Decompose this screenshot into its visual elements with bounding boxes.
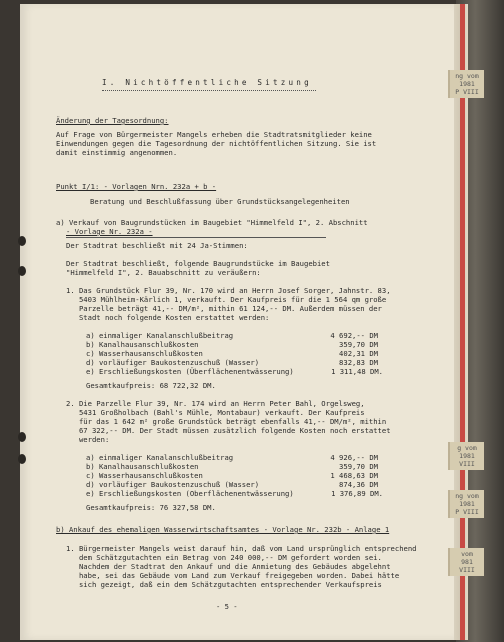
- index-tab: [448, 442, 484, 470]
- cost-value: 1 468,63 DM: [330, 471, 378, 480]
- section-a-reference: - Vorlage Nr. 232a -: [66, 227, 153, 236]
- cost-value: 359,70 DM: [339, 462, 378, 471]
- cost-value: 402,31 DM: [339, 349, 378, 358]
- cost-label: d) vorläufiger Baukostenzuschuß (Wasser): [86, 358, 260, 367]
- cost-value: 359,70 DM: [339, 340, 378, 349]
- document-page: [20, 4, 454, 640]
- item1-line: Stadt noch folgende Kosten erstattet werden:: [66, 313, 270, 322]
- cost-value: 1 376,89 DM.: [331, 489, 383, 498]
- cost-label: e) Erschließungskosten (Überflächenentwässerung): [86, 367, 294, 376]
- cost-label: e) Erschließungskosten (Oberflächenentwässerung): [86, 489, 294, 498]
- session-title: I. Nichtöffentliche Sitzung: [102, 78, 312, 87]
- item1-line: Parzelle beträgt 41,-- DM/m², mithin 61 124,-- DM. Außerdem müssen der: [66, 304, 382, 313]
- page-number: - 5 -: [216, 602, 238, 611]
- tab-line: 1981: [459, 500, 475, 508]
- tab-line: VIII: [459, 460, 475, 468]
- tab-line: 1981: [459, 452, 475, 460]
- item2-total: Gesamtkaufpreis: 76 327,58 DM.: [86, 503, 216, 512]
- index-tab: [448, 490, 484, 518]
- tab-line: VIII: [459, 566, 475, 574]
- item2-line: 2. Die Parzelle Flur 39, Nr. 174 wird an Herrn Peter Bahl, Orgelsweg,: [66, 399, 365, 408]
- section-b-line: Nachdem der Stadtrat den Ankauf und die Anmietung des Gebäudes abgelehnt: [66, 562, 391, 571]
- tab-line: g vom: [457, 444, 477, 452]
- section-b-line: 1. Bürgermeister Mangels weist darauf hin, daß vom Land ursprünglich entsprechend: [66, 544, 417, 553]
- tab-line: ng vom: [455, 72, 479, 80]
- punch-hole: [18, 432, 26, 442]
- tab-line: 1981: [459, 80, 475, 88]
- section-b-line: dem Schätzgutachten ein Betrag von 240 000,-- DM gefordert worden sei.: [66, 553, 382, 562]
- tab-line: P VIII: [455, 88, 479, 96]
- title-underline: [102, 90, 316, 91]
- section-a-vote: Der Stadtrat beschließt mit 24 Ja-Stimmen:: [66, 241, 248, 250]
- cost-value: 832,83 DM: [339, 358, 378, 367]
- section-b-line: sich gezeigt, daß ein dem Schätzgutachten entsprechender Verkaufspreis: [66, 580, 382, 589]
- cost-value: 874,36 DM: [339, 480, 378, 489]
- section-a-decision: Der Stadtrat beschließt, folgende Baugrundstücke im Baugebiet: [66, 259, 330, 268]
- section-a-heading: a) Verkauf von Baugrundstücken im Baugebiet "Himmelfeld I", 2. Abschnitt: [56, 218, 368, 227]
- tab-line: P VIII: [455, 508, 479, 516]
- cost-label: a) einmaliger Kanalanschlußbeitrag: [86, 331, 234, 340]
- cost-value: 1 311,48 DM.: [331, 367, 383, 376]
- punch-hole: [18, 236, 26, 246]
- section-a-decision: "Himmelfeld I", 2. Bauabschnitt zu veräußern:: [66, 268, 261, 277]
- section-b-line: habe, sei das Gebäude vom Land zum Verkauf freigegeben worden. Dabei hätte: [66, 571, 400, 580]
- index-tab: [448, 70, 484, 98]
- section-b-heading: b) Ankauf des ehemaligen Wasserwirtschaftsamtes - Vorlage Nr. 232b - Anlage 1: [56, 525, 390, 534]
- agenda-change-line: Einwendungen gegen die Tagesordnung der nichtöffentlichen Sitzung. Sie ist: [56, 139, 377, 148]
- index-tab: [448, 548, 484, 576]
- punch-hole: [18, 266, 26, 276]
- agenda-change-heading: Änderung der Tagesordnung:: [56, 116, 169, 125]
- tab-line: ng vom: [455, 492, 479, 500]
- item2-line: werden:: [66, 435, 110, 444]
- item1-line: 1. Das Grundstück Flur 39, Nr. 170 wird an Herrn Josef Sorger, Jahnstr. 83,: [66, 286, 391, 295]
- cost-value: 4 926,-- DM: [330, 453, 378, 462]
- cost-label: a) einmaliger Kanalanschlußbeitrag: [86, 453, 234, 462]
- item1-total: Gesamtkaufpreis: 68 722,32 DM.: [86, 381, 216, 390]
- tab-line: vom: [461, 550, 473, 558]
- cost-label: c) Wasserhausanschlußkosten: [86, 471, 203, 480]
- tab-line: 981: [461, 558, 473, 566]
- item2-line: 67 322,-- DM. Der Stadt müssen zusätzlich folgende Kosten noch erstattet: [66, 426, 391, 435]
- cost-label: b) Kanalhausanschlußkosten: [86, 462, 199, 471]
- agenda-point-label: Punkt I/1: - Vorlagen Nrn. 232a + b -: [56, 182, 217, 191]
- cost-label: d) vorläufiger Baukostenzuschuß (Wasser): [86, 480, 260, 489]
- punch-hole: [18, 454, 26, 464]
- item1-line: 5403 Mühlheim-Kärlich 1, verkauft. Der Kaufpreis für die 1 564 qm große: [66, 295, 387, 304]
- item2-line: 5431 Großholbach (Bahl's Mühle, Montabaur) verkauft. Der Kaufpreis: [66, 408, 365, 417]
- cost-value: 4 692,-- DM: [330, 331, 378, 340]
- red-divider-strip: [460, 4, 465, 640]
- agenda-change-line: Auf Frage von Bürgermeister Mangels erheben die Stadtratsmitglieder keine: [56, 130, 372, 139]
- section-a-underline: [66, 237, 326, 238]
- agenda-change-line: damit einstimmig angenommen.: [56, 148, 178, 157]
- item2-line: für das 1 642 m² große Grundstück beträgt ebenfalls 41,-- DM/m², mithin: [66, 417, 387, 426]
- cost-label: c) Wasserhausanschlußkosten: [86, 349, 203, 358]
- agenda-point-subject: Beratung und Beschlußfassung über Grundstücksangelegenheiten: [90, 197, 350, 206]
- cost-label: b) Kanalhausanschlußkosten: [86, 340, 199, 349]
